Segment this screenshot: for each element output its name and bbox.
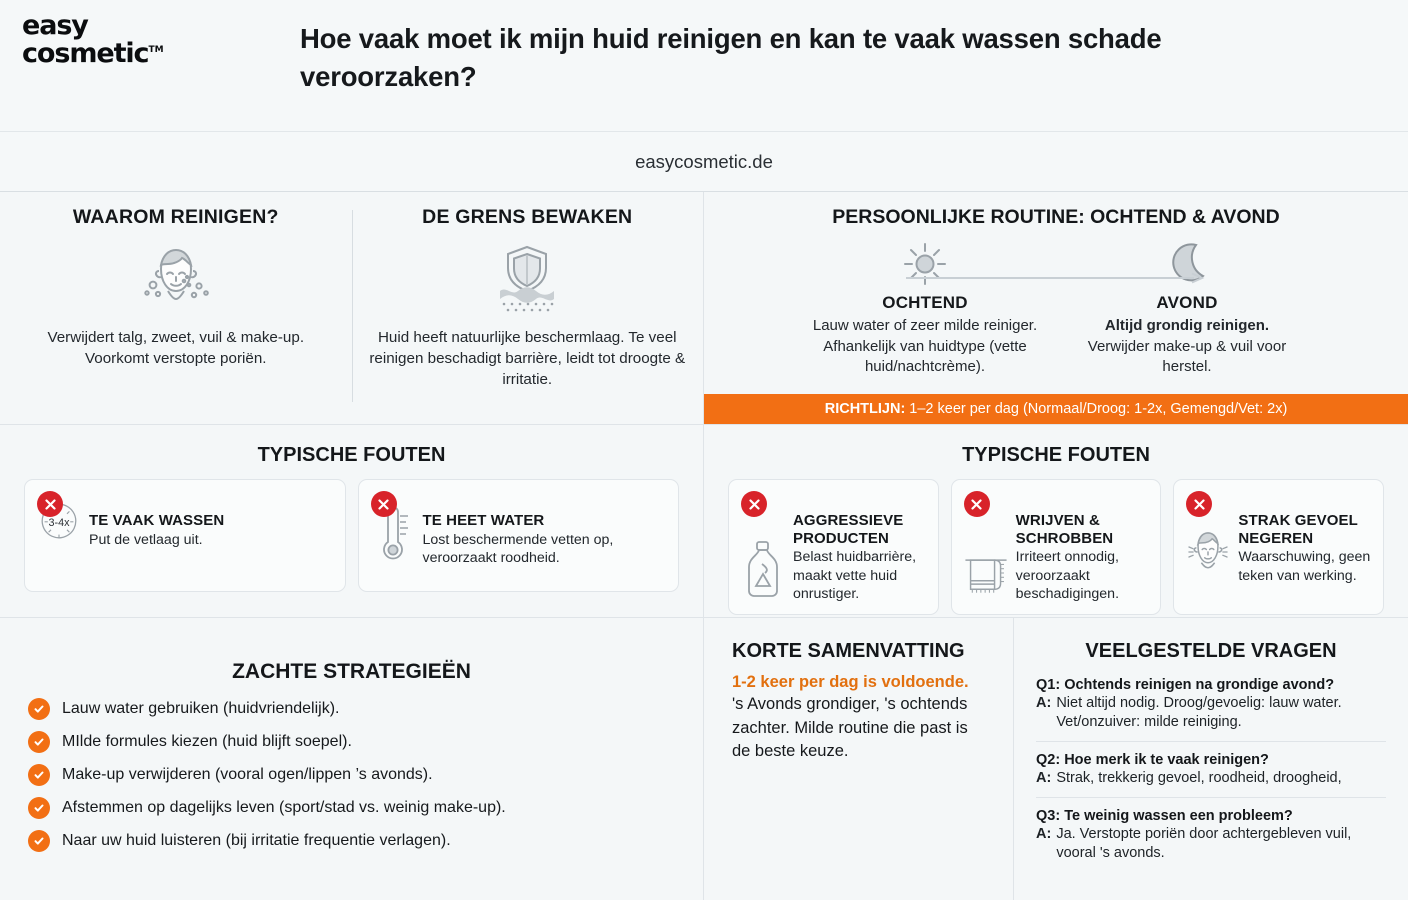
mistake-text: Put de vetlaag uit. <box>89 531 203 548</box>
mistakes-left-panel <box>0 425 704 618</box>
routine-morning <box>800 239 1050 378</box>
site-bar <box>0 131 1408 192</box>
shield-skin-barrier-icon <box>352 241 704 313</box>
summary-panel <box>704 618 1014 900</box>
barrier-panel <box>352 192 704 424</box>
strategy-text: Naar uw huid luisteren (bij irritatie frequentie verlagen). <box>62 832 451 849</box>
faq-answer-label: A: <box>1036 695 1052 711</box>
routine-title: PERSOONLIJKE ROUTINE: OCHTEND & AVOND <box>832 206 1280 228</box>
faq-answer: Strak, trekkerig gevoel, roodheid, droogheid, <box>1056 770 1342 786</box>
mistake-card[interactable] <box>951 479 1162 615</box>
strategy-text: Lauw water gebruiken (huidvriendelijk). <box>62 700 340 717</box>
mistake-card[interactable] <box>728 479 939 615</box>
guideline-banner <box>704 394 1408 424</box>
mistake-text: Irriteert onnodig, veroorzaakt beschadigingen. <box>1015 549 1120 602</box>
faq-panel <box>1014 618 1408 900</box>
list-item <box>28 797 703 819</box>
routine-evening-lead: Altijd grondig reinigen. <box>1104 317 1270 334</box>
routine-grid <box>704 239 1408 378</box>
faq-answer: Ja. Verstopte poriën door achtergebleven vuil, vooral 's avonds. <box>1056 826 1352 861</box>
barrier-text: Huid heeft natuurlijke beschermlaag. Te veel reinigen beschadigt barrière, leidt tot droogte & irritatie. <box>369 329 686 388</box>
check-circle-icon <box>28 764 50 786</box>
check-circle-icon <box>28 731 50 753</box>
mistake-text: Belast huidbarrière, maakt vette huid onrustiger. <box>793 549 917 602</box>
strategy-text: Make-up verwijderen (vooral ogen/lippen ’s avonds). <box>62 766 433 783</box>
x-mark-icon <box>741 491 767 517</box>
logo-line-2: cosmetic <box>22 38 149 69</box>
row-mistakes <box>0 425 1408 618</box>
faq-item <box>1036 741 1386 797</box>
mistakes-left-title: TYPISCHE FOUTEN <box>257 444 446 466</box>
check-circle-icon <box>28 830 50 852</box>
routine-evening <box>1062 239 1312 378</box>
routine-evening-text: Verwijder make-up & vuil voor herstel. <box>1087 337 1287 375</box>
list-item <box>28 731 703 753</box>
guideline-text: 1–2 keer per dag (Normaal/Droog: 1-2x, Gemengd/Vet: 2x) <box>909 401 1288 417</box>
check-circle-icon <box>28 797 50 819</box>
header <box>0 0 1408 131</box>
trademark-symbol: TM <box>148 45 164 55</box>
faq-question: Q3: Te weinig wassen een probleem? <box>1036 808 1293 824</box>
mistake-heading: TE VAAK WASSEN <box>89 512 225 529</box>
x-mark-icon <box>371 491 397 517</box>
faq-answer-label: A: <box>1036 826 1052 842</box>
mistake-text: Lost beschermende vetten op, veroorzaakt roodheid. <box>422 531 614 566</box>
mistakes-right-panel <box>704 425 1408 618</box>
mistake-card[interactable] <box>358 479 680 592</box>
why-cleanse-title: WAAROM REINIGEN? <box>72 206 279 228</box>
site-url: easycosmetic.de <box>635 150 773 172</box>
faq-answer: Niet altijd nodig. Droog/gevoelig: lauw water. Vet/onzuiver: milde reiniging. <box>1056 695 1342 730</box>
summary-title: KORTE SAMENVATTING <box>732 640 965 662</box>
mistakes-left-cards <box>0 467 703 592</box>
face-with-dirt-icon <box>0 241 352 313</box>
x-mark-icon <box>964 491 990 517</box>
mistake-heading: STRAK GEVOEL NEGEREN <box>1238 512 1358 547</box>
mistake-text: Waarschuwing, geen teken van werking. <box>1238 549 1371 584</box>
faq-question: Q2: Hoe merk ik te vaak reinigen? <box>1036 752 1269 768</box>
routine-morning-text: Lauw water of zeer milde reiniger. Afhankelijk van huidtype (vette huid/nachtcrème). <box>812 317 1038 375</box>
page-title: Hoe vaak moet ik mijn huid reinigen en kan te vaak wassen schade veroorzaken? <box>300 23 1162 92</box>
logo-line-1: easy <box>22 10 88 41</box>
arrow-right-icon <box>906 272 1206 284</box>
strategies-list <box>0 684 703 852</box>
guideline-label: RICHTLIJN: <box>824 401 906 417</box>
strategies-title: ZACHTE STRATEGIEËN <box>232 660 471 683</box>
faq-question: Q1: Ochtends reinigen na grondige avond? <box>1036 677 1335 693</box>
row-overview <box>0 192 1408 425</box>
check-circle-icon <box>28 698 50 720</box>
brand-logo <box>22 10 164 69</box>
overview-left <box>0 192 704 425</box>
mistake-heading: AGGRESSIEVE PRODUCTEN <box>793 512 904 547</box>
faq-title: VEELGESTELDE VRAGEN <box>1085 640 1337 662</box>
faq-item <box>1036 677 1386 741</box>
mistake-heading: TE HEET WATER <box>422 512 545 529</box>
routine-panel <box>704 192 1408 425</box>
list-item <box>28 698 703 720</box>
mistake-card[interactable] <box>24 479 346 592</box>
strategy-text: MIlde formules kiezen (huid blijft soepel). <box>62 733 352 750</box>
summary-lead: 1-2 keer per dag is voldoende. <box>732 673 969 691</box>
mistake-card[interactable] <box>1173 479 1384 615</box>
strategy-text: Afstemmen op dagelijks leven (sport/stad vs. weinig make-up). <box>62 799 506 816</box>
summary-body: 's Avonds grondiger, 's ochtends zachter. Milde routine die past is de beste keuze. <box>732 695 968 760</box>
x-mark-icon <box>37 491 63 517</box>
faq-list <box>1036 677 1386 872</box>
row-bottom <box>0 618 1408 900</box>
list-item <box>28 830 703 852</box>
routine-morning-label: OCHTEND <box>882 293 968 312</box>
faq-answer-label: A: <box>1036 770 1052 786</box>
mistakes-right-cards <box>704 467 1408 615</box>
mistakes-right-title: TYPISCHE FOUTEN <box>962 444 1150 466</box>
routine-evening-label: AVOND <box>1156 293 1218 312</box>
why-cleanse-text: Verwijdert talg, zweet, vuil & make-up. Voorkomt verstopte poriën. <box>47 329 305 367</box>
mistake-heading: WRIJVEN & SCHROBBEN <box>1015 512 1114 547</box>
why-cleanse-panel <box>0 192 352 424</box>
faq-item <box>1036 797 1386 872</box>
list-item <box>28 764 703 786</box>
svg-text:3-4x: 3-4x <box>48 516 70 529</box>
strategies-panel <box>0 618 704 900</box>
barrier-title: DE GRENS BEWAKEN <box>422 206 633 228</box>
